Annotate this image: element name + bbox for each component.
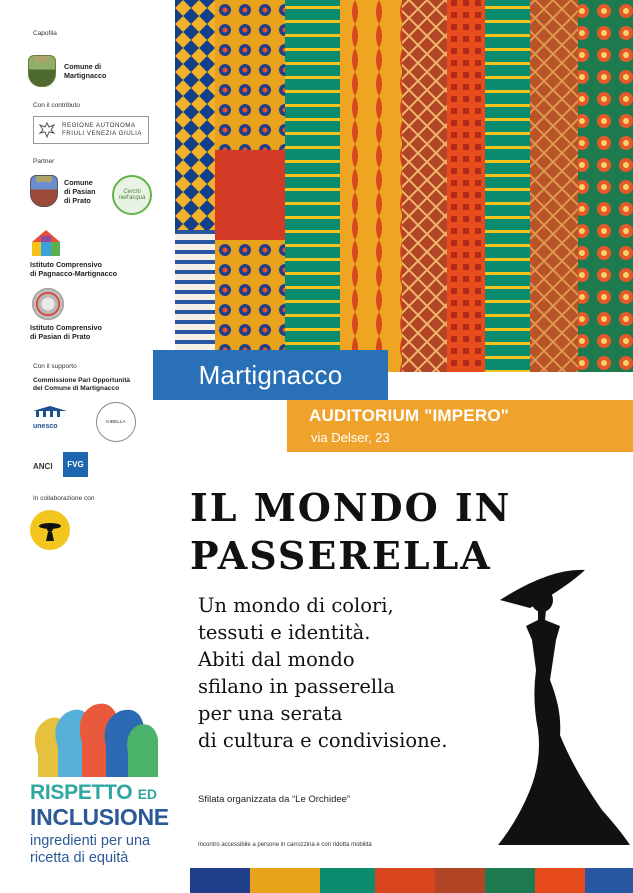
description-line: Un mondo di colori, (198, 594, 394, 617)
accessibility-note: Incontro accessibile a persone in carrozzina e con ridotta mobilità (198, 842, 372, 848)
eagle-icon (38, 121, 56, 139)
sidebar (0, 0, 175, 893)
description-line: di cultura e condivisione. (198, 729, 448, 752)
kibella-logo (96, 402, 136, 442)
partner-pasian-logo (30, 175, 96, 207)
partner-org-ic-pasian: Istituto Comprensivo di Pasian di Prato (30, 323, 102, 341)
woman-silhouette-image (470, 560, 630, 860)
campaign-rispetto (30, 782, 157, 805)
organizer-note: Sfilata organizzata da “Le Orchidee” (198, 794, 351, 805)
italian-emblem-icon (32, 288, 64, 320)
campaign-inclusione: INCLUSIONE (30, 804, 169, 830)
supporto-label: Con il supporto (33, 363, 77, 370)
description-line: per una serata (198, 702, 343, 725)
ed-word: ED (137, 786, 157, 802)
venue-name: AUDITORIUM "IMPERO" (309, 406, 509, 425)
anci-text: ANCI (33, 462, 53, 471)
partner-org-pasian: Comune di Pasian di Prato (64, 177, 96, 205)
town-name: Martignacco (198, 359, 343, 390)
description-line: Abiti dal mondo (198, 648, 355, 671)
title-line1: IL MONDO IN (190, 485, 512, 530)
venue-street: via Delser, 23 (311, 430, 390, 445)
colored-house-icon (30, 228, 62, 258)
anci-fvg-logo: FVG (63, 452, 88, 477)
tagline-line2: ricetta di equità (30, 850, 129, 866)
description-line: sfilano in passerella (198, 675, 395, 698)
cerchi-nellacqua-logo: Cerchi nell'acqua (112, 175, 152, 215)
tagline-line1: ingredienti per una (30, 833, 151, 849)
supporto-org: Commissione Pari Opportunità del Comune di Martignacco (33, 377, 131, 392)
woman-hat-icon (37, 517, 63, 543)
title-line2: PASSERELLA (190, 533, 492, 578)
region-name: REGIONE AUTONOMA FRIULI VENEZIA GIULIA (62, 122, 142, 137)
heads-illustration (28, 695, 160, 777)
capofila-logo (28, 55, 106, 87)
description-line: tessuti e identità. (198, 621, 371, 644)
partner-label: Partner (33, 158, 55, 165)
capofila-label: Capofila (33, 30, 57, 37)
martignacco-crest-icon (28, 55, 56, 87)
kibella-text: KIBELLA (106, 419, 126, 425)
campaign-tagline (30, 833, 150, 867)
bottom-fabric-strip (190, 868, 633, 893)
capofila-org-name: Comune di Martignacco (64, 62, 107, 80)
venue-banner (287, 400, 633, 452)
ic-pagnacco-logo (30, 228, 62, 263)
unesco-logo (33, 405, 73, 429)
fabric-collage-image (175, 0, 633, 372)
pasian-crest-icon (30, 175, 58, 207)
collaborazione-label: In collaborazione con (33, 495, 95, 502)
town-banner (153, 350, 388, 400)
partner-org-ic-pagnacco: Istituto Comprensivo di Pagnacco-Martignacco (30, 260, 118, 278)
repubblica-emblem (32, 288, 64, 320)
le-orchidee-logo (30, 510, 70, 550)
contributo-label: Con il contributo (33, 102, 80, 109)
temple-icon (33, 406, 67, 418)
rispetto-word: RISPETTO (30, 781, 133, 804)
region-logo (33, 116, 149, 144)
unesco-text: unesco (33, 423, 58, 430)
